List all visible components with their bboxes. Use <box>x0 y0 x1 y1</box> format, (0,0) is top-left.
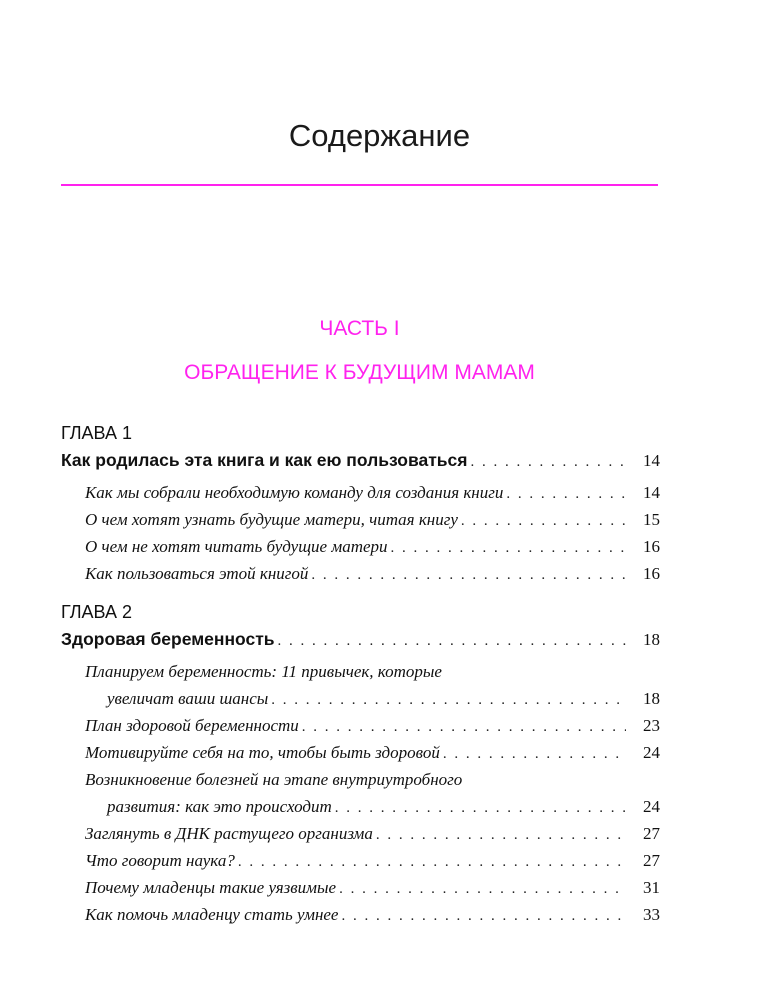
toc-entry-section[interactable] <box>61 739 660 766</box>
toc-page-number: 33 <box>643 905 660 924</box>
toc-page-number: 27 <box>643 824 660 843</box>
toc-page-number: 27 <box>643 851 660 870</box>
toc-page-number: 24 <box>643 797 660 816</box>
toc-page-number: 15 <box>643 510 660 529</box>
toc-entry-title: Мотивируйте себя на то, чтобы быть здоровой <box>85 743 440 762</box>
toc-page-number: 18 <box>643 689 660 708</box>
toc-entry-chapter-title[interactable] <box>61 623 660 655</box>
toc-entry-section[interactable] <box>61 685 660 712</box>
chapter-1 <box>61 422 660 587</box>
chapter-label: ГЛАВА 2 <box>61 602 132 622</box>
toc-entry-title: О чем не хотят читать будущие матери <box>85 537 388 556</box>
title-divider <box>61 184 658 186</box>
toc-entry-title: План здоровой беременности <box>85 716 299 735</box>
toc-entry-chapter-title[interactable] <box>61 444 660 476</box>
toc-entry-title: Почему младенцы такие уязвимые <box>85 878 337 897</box>
dot-leader <box>391 535 626 562</box>
toc-entry-title: Возникновение болезней на этапе внутриутробного <box>85 770 463 789</box>
dot-leader <box>278 625 626 657</box>
toc-page-number: 16 <box>643 537 660 556</box>
dot-leader <box>443 741 626 768</box>
toc-entry-title: Здоровая беременность <box>61 629 275 649</box>
toc-entry-title: Как помочь младенцу стать умнее <box>85 905 339 924</box>
page-title: Содержание <box>288 118 471 153</box>
toc-entry-title: Заглянуть в ДНК растущего организма <box>85 824 373 843</box>
toc-entry-title: Как родилась эта книга и как ею пользоваться <box>61 450 468 470</box>
toc-page-number: 24 <box>643 743 660 762</box>
toc-entry-section[interactable] <box>61 533 660 560</box>
toc-page-number: 14 <box>643 483 660 502</box>
table-of-contents <box>61 420 660 928</box>
chapter-label: ГЛАВА 1 <box>61 423 132 443</box>
toc-entry-section[interactable] <box>61 793 660 820</box>
toc-entry-title: Планируем беременность: 11 привычек, которые <box>85 662 442 681</box>
dot-leader <box>302 714 626 741</box>
toc-entry-title: Что говорит наука? <box>85 851 235 870</box>
toc-entry-title: О чем хотят узнать будущие матери, читая книгу <box>85 510 458 529</box>
toc-entry-title: Как пользоваться этой книгой <box>85 564 309 583</box>
toc-entry-section-line1[interactable] <box>61 766 684 793</box>
toc-page-number: 14 <box>643 451 660 470</box>
dot-leader <box>376 822 626 849</box>
toc-entry-section-line1[interactable] <box>61 658 684 685</box>
toc-entry-section[interactable] <box>61 506 660 533</box>
toc-page-number: 23 <box>643 716 660 735</box>
toc-entry-section[interactable] <box>61 479 660 506</box>
chapter-2 <box>61 601 660 928</box>
toc-entry-section[interactable] <box>61 874 660 901</box>
dot-leader <box>271 687 626 714</box>
dot-leader <box>341 903 626 930</box>
dot-leader <box>461 508 626 535</box>
dot-leader <box>506 481 626 508</box>
toc-entry-title: Как мы собрали необходимую команду для создания книги <box>85 483 504 502</box>
part-number: ЧАСТЬ I <box>319 317 400 340</box>
dot-leader <box>471 446 627 478</box>
part-title: ОБРАЩЕНИЕ К БУДУЩИМ МАМАМ <box>184 361 535 384</box>
dot-leader <box>311 562 626 589</box>
dot-leader <box>238 849 626 876</box>
toc-entry-section[interactable] <box>61 560 660 587</box>
toc-entry-section[interactable] <box>61 847 660 874</box>
toc-entry-section[interactable] <box>61 820 660 847</box>
dot-leader <box>335 795 626 822</box>
toc-page-number: 31 <box>643 878 660 897</box>
toc-entry-section[interactable] <box>61 901 660 928</box>
toc-page-number: 16 <box>643 564 660 583</box>
toc-entry-title: развития: как это происходит <box>107 797 332 816</box>
toc-page-number: 18 <box>643 630 660 649</box>
dot-leader <box>339 876 626 903</box>
toc-entry-section[interactable] <box>61 712 660 739</box>
toc-entry-title: увеличат ваши шансы <box>107 689 269 708</box>
